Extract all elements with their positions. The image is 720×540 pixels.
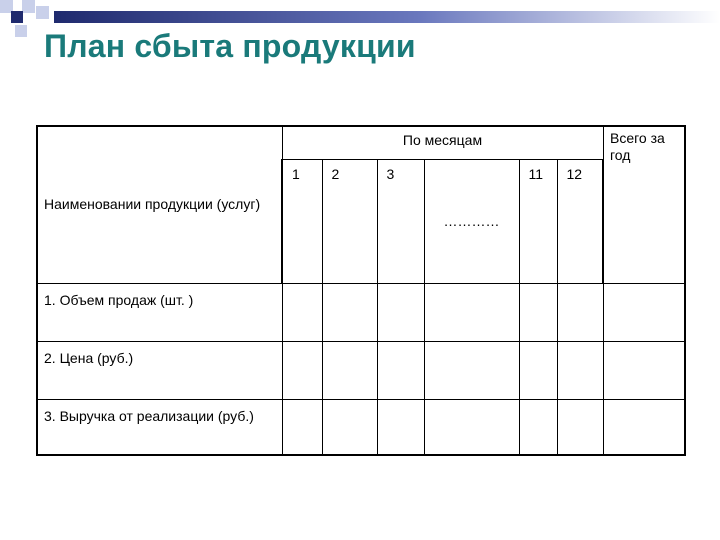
data-cell [322, 341, 377, 399]
data-cell [322, 399, 377, 455]
row-label: 3. Выручка от реализации (руб.) [37, 399, 282, 455]
data-cell [282, 283, 322, 341]
data-cell [424, 283, 519, 341]
data-cell [557, 341, 603, 399]
decor-square [36, 6, 49, 19]
month-number: 11 [519, 159, 557, 283]
data-cell [519, 399, 557, 455]
data-cell [377, 283, 424, 341]
data-cell [322, 283, 377, 341]
month-ellipsis: ………… [424, 159, 519, 283]
data-cell [282, 399, 322, 455]
decor-square [15, 25, 27, 37]
product-name-header: Наименовании продукции (услуг) [37, 126, 282, 283]
table-row [37, 283, 685, 341]
data-cell [377, 341, 424, 399]
total-year-header: Всего за год [603, 126, 685, 283]
sales-plan-table [36, 125, 686, 456]
months-header: По месяцам [282, 126, 603, 159]
row-label: 2. Цена (руб.) [37, 341, 282, 399]
data-cell [424, 341, 519, 399]
data-cell [519, 283, 557, 341]
decor-square [11, 11, 23, 23]
decor-bar [54, 11, 720, 23]
data-cell [282, 341, 322, 399]
data-cell [603, 399, 685, 455]
decor-square [22, 0, 35, 13]
row-label: 1. Объем продаж (шт. ) [37, 283, 282, 341]
header-row [37, 126, 685, 159]
data-cell [377, 399, 424, 455]
month-number: 3 [377, 159, 424, 283]
data-cell [519, 341, 557, 399]
table-row [37, 341, 685, 399]
month-number: 2 [322, 159, 377, 283]
table-row [37, 399, 685, 455]
data-cell [603, 283, 685, 341]
month-number: 12 [557, 159, 603, 283]
page-title: План сбыта продукции [44, 28, 416, 64]
month-number: 1 [282, 159, 322, 283]
data-cell [557, 399, 603, 455]
data-cell [557, 283, 603, 341]
data-cell [424, 399, 519, 455]
data-cell [603, 341, 685, 399]
